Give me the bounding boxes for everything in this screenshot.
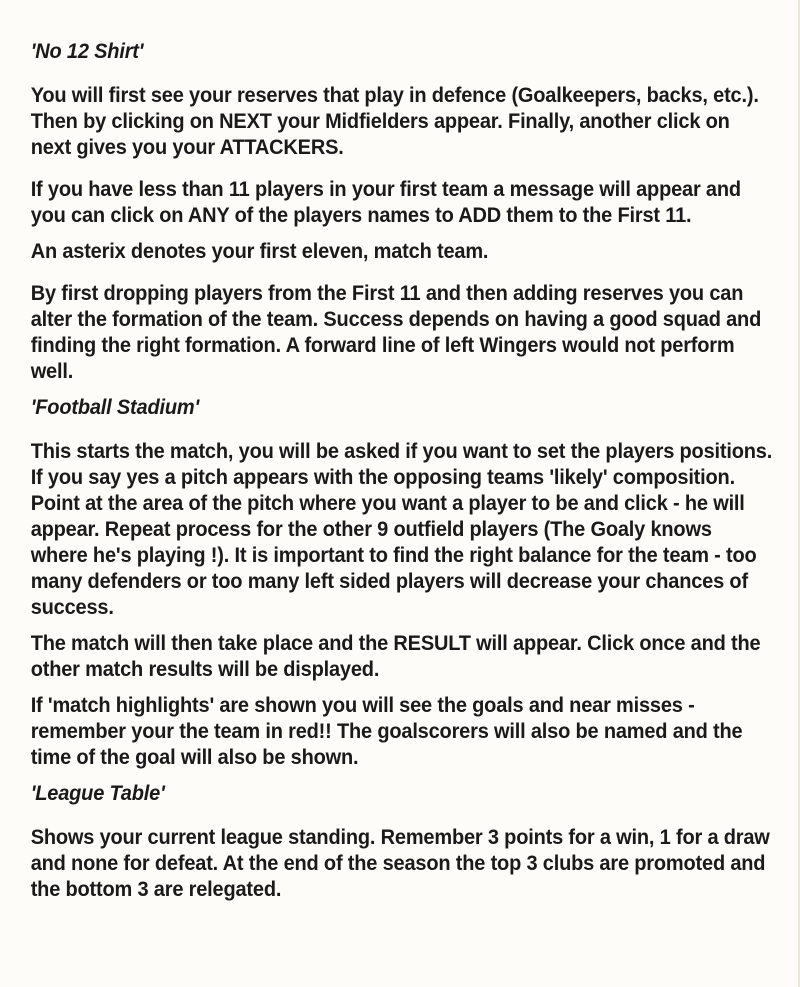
paragraph-highlights: If 'match highlights' are shown you will see the goals and near misses - remember your the team in red!! The goalscorers will also be named and the time of the goal will also be shown.: [30, 693, 743, 769]
section-heading-football-stadium: 'Football Stadium': [30, 395, 200, 419]
section-heading-league-table: 'League Table': [30, 781, 165, 805]
paragraph-asterix: An asterix denotes your first eleven, match team.: [30, 239, 489, 263]
paragraph-result: The match will then take place and the RESULT will appear. Click once and the other match results will be displayed.: [30, 631, 761, 681]
paragraph-match-start: This starts the match, you will be asked if you want to set the players positions. If you say yes a pitch appears with the opposing teams 'likely' composition. Point at the area of the pitch where you want a player to be and click - he will appear. Repeat process for the other 9 outfield players (The Goaly knows where he's playing !). It is important to find the right balance for the team - too many defenders or too many left sided players will decrease your chances of success.: [30, 439, 773, 619]
paragraph-less-than-11: If you have less than 11 players in your first team a message will appear and you can click on ANY of the players names to ADD them to the First 11.: [30, 177, 741, 227]
section-heading-no-12-shirt: 'No 12 Shirt': [30, 39, 144, 63]
paragraph-league-standing: Shows your current league standing. Remember 3 points for a win, 1 for a draw and none for defeat. At the end of the season the top 3 clubs are promoted and the bottom 3 are relegated.: [30, 825, 770, 901]
paragraph-reserves: You will first see your reserves that play in defence (Goalkeepers, backs, etc.). Then by clicking on NEXT your Midfielders appear. Finally, another click on next gives you your ATTACKERS.: [30, 83, 759, 159]
paragraph-formation: By first dropping players from the First 11 and then adding reserves you can alter the formation of the team. Success depends on having a good squad and finding the right formation. A forward line of left Wingers would not perform well.: [30, 281, 762, 383]
